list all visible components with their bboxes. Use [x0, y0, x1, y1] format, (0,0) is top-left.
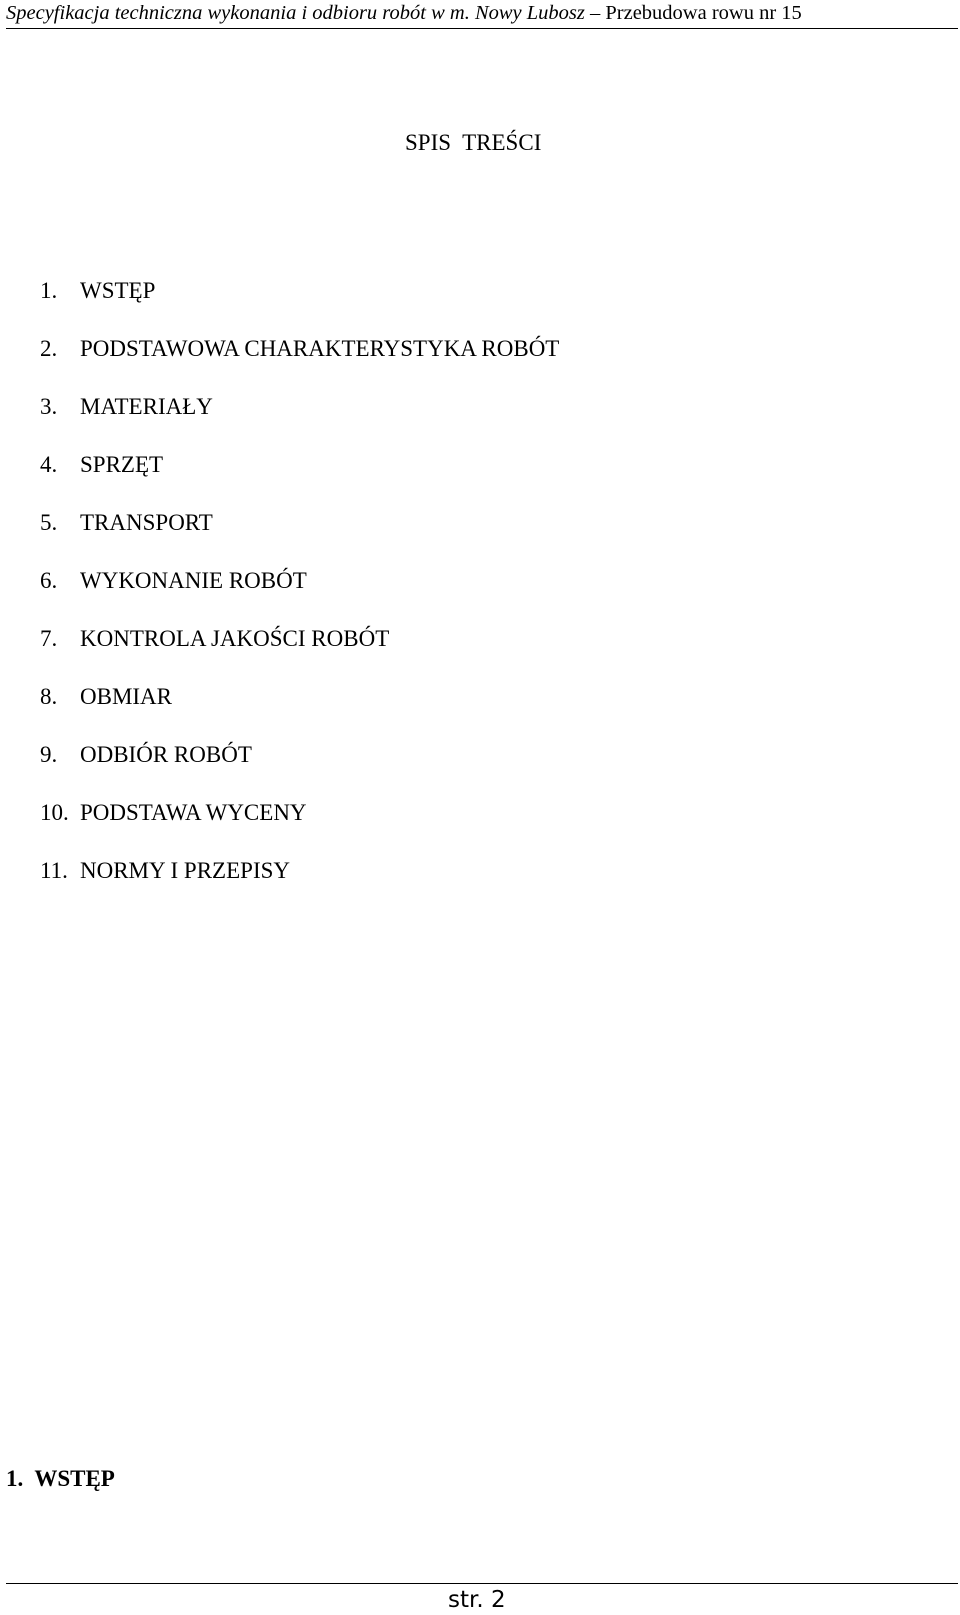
toc-item: [40, 624, 559, 682]
toc-item-label: KONTROLA JAKOŚCI ROBÓT: [80, 626, 390, 651]
toc-item-label: SPRZĘT: [80, 452, 164, 477]
toc-item: [40, 392, 559, 450]
page-header: [6, 0, 958, 29]
header-project-name: – Przebudowa rowu nr 15: [584, 2, 802, 24]
toc-item-label: ODBIÓR ROBÓT: [80, 742, 252, 767]
toc-item-number: 10.: [40, 800, 69, 825]
toc-item-number: 9.: [40, 742, 58, 767]
toc-item-number: 6.: [40, 568, 58, 593]
header-document-title: Specyfikacja techniczna wykonania i odbioru robót w m. Nowy Lubosz: [6, 2, 585, 24]
toc-item-number: 4.: [40, 452, 58, 477]
toc-item: [40, 450, 559, 508]
toc-item: [40, 566, 559, 624]
toc-item-label: OBMIAR: [80, 684, 173, 709]
toc-item-number: 2.: [40, 336, 58, 361]
page-number: str. 2: [448, 1587, 506, 1613]
toc-item-label: PODSTAWA WYCENY: [80, 800, 307, 825]
toc-item: [40, 798, 559, 856]
toc-item-label: TRANSPORT: [80, 510, 213, 535]
toc-item-number: 8.: [40, 684, 58, 709]
toc-item: [40, 856, 559, 914]
toc-item-label: MATERIAŁY: [80, 394, 213, 419]
toc-item-label: PODSTAWOWA CHARAKTERYSTYKA ROBÓT: [80, 336, 560, 361]
toc-item-number: 5.: [40, 510, 58, 535]
toc-item: [40, 508, 559, 566]
toc-item-number: 3.: [40, 394, 58, 419]
toc-item: [40, 276, 559, 334]
toc-item: [40, 334, 559, 392]
toc-item-label: WYKONANIE ROBÓT: [80, 568, 307, 593]
toc-item-number: 11.: [40, 858, 68, 883]
toc-item: [40, 682, 559, 740]
footer-divider: [6, 1583, 958, 1584]
table-of-contents: [40, 276, 559, 914]
toc-item: [40, 740, 559, 798]
toc-item-number: 1.: [40, 278, 58, 303]
toc-title: SPIS TREŚCI: [405, 130, 542, 155]
toc-item-label: NORMY I PRZEPISY: [80, 858, 291, 883]
toc-item-number: 7.: [40, 626, 58, 651]
toc-item-label: WSTĘP: [80, 278, 156, 303]
section-heading: 1. WSTĘP: [6, 1466, 115, 1491]
